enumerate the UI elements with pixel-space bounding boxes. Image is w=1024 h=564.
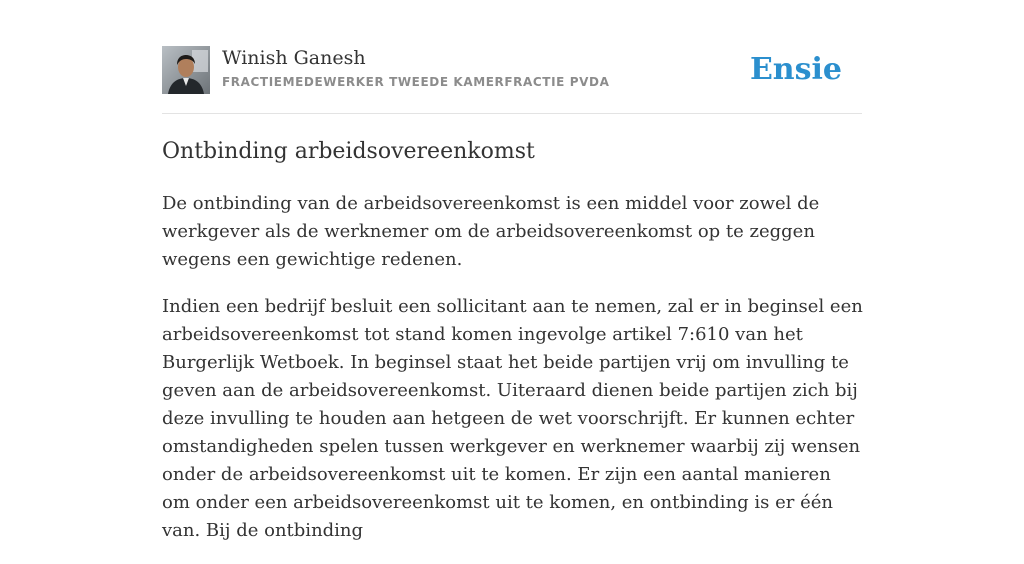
author-role: FRACTIEMEDEWERKER TWEEDE KAMERFRACTIE PVDA <box>222 75 610 89</box>
article-title: Ontbinding arbeidsovereenkomst <box>162 139 535 164</box>
article-body <box>162 190 864 564</box>
author-avatar[interactable] <box>162 46 210 94</box>
article-paragraph: De ontbinding van de arbeidsovereenkomst is een middel voor zowel de werkgever als de werknemer om de arbeidsovereenkomst op te zeggen wegens een gewichtige redenen. <box>162 193 820 270</box>
author-name[interactable]: Winish Ganesh <box>222 47 366 69</box>
author-header <box>162 46 862 96</box>
brand-logo[interactable]: Ensie <box>749 52 842 87</box>
person-avatar-icon <box>162 46 210 94</box>
header-divider <box>162 113 862 114</box>
article-paragraph: Indien een bedrijf besluit een sollicitant aan te nemen, zal er in beginsel een arbeidsovereenkomst tot stand komen ingevolge artikel 7:610 van het Burgerlijk Wetboek. In beginsel staat het beide partijen vrij om invulling te geven aan de arbeidsovereenkomst. Uiteraard dienen beide partijen zich bij deze invulling te houden aan hetgeen de wet voorschrijft. Er kunnen echter omstandigheden spelen tussen werkgever en werknemer waarbij zij wensen onder de arbeidsovereenkomst uit te komen. Er zijn een aantal manieren om onder een arbeidsovereenkomst uit te komen, en ontbinding is er één van. Bij de ontbinding <box>162 296 863 541</box>
